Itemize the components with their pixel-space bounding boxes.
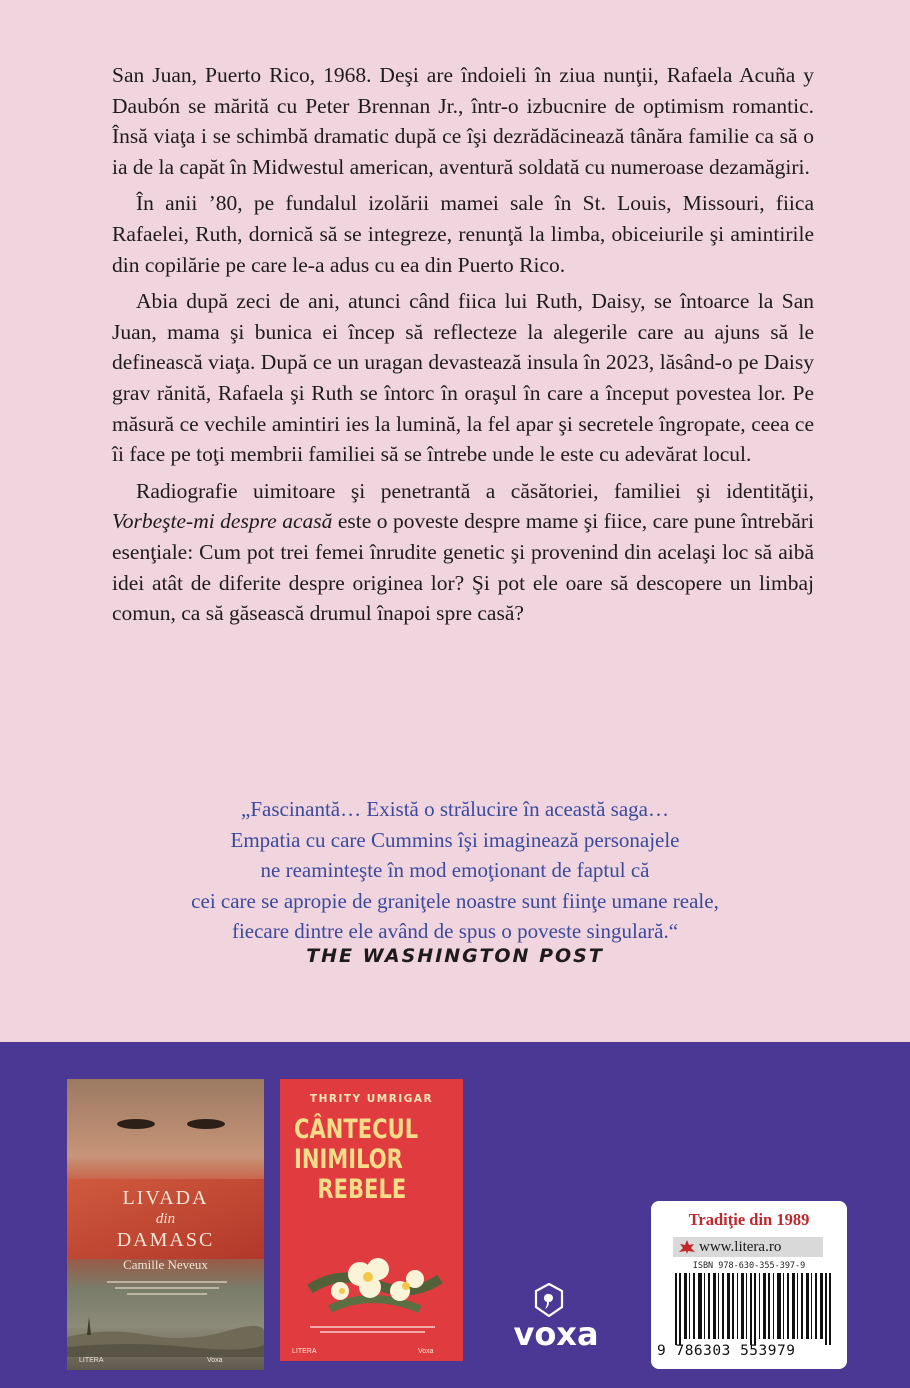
barcode-image (675, 1273, 831, 1345)
cover-title-line: CÂNTECUL (294, 1114, 419, 1145)
imprint-brand: Voxa (418, 1348, 434, 1355)
litera-leaf-icon (679, 1240, 695, 1254)
cover-small-print (97, 1279, 237, 1304)
website-label: www.litera.ro (699, 1239, 782, 1255)
blurb-paragraph-2: În anii ’80, pe fundalul izolării mamei sale în St. Louis, Missouri, fiica Rafaelei, Ruth, dornică să se integreze, renunţă la limba, obiceiurile şi amintirile din copilărie pe care le-a adus cu ea din Puerto Rico. (112, 191, 814, 277)
cover-title-line: din (155, 1211, 176, 1227)
cover-author: THRITY UMRIGAR (309, 1093, 434, 1105)
quote-line: ne reaminteşte în mod emoţionant de faptul că (260, 858, 650, 882)
cover-landscape-image (67, 1307, 264, 1357)
tradition-label: Tradiţie din 1989 (688, 1210, 810, 1229)
voxa-logo (500, 1283, 612, 1363)
cover-title (294, 1115, 427, 1205)
cover-small-print (300, 1324, 445, 1341)
review-quote (80, 794, 830, 947)
voxa-badge-icon (534, 1283, 564, 1317)
barcode-digits: 9 786303 553979 (657, 1343, 796, 1359)
voxa-wordmark: voxa (513, 1315, 599, 1353)
publisher-brand: LITERA (292, 1348, 317, 1355)
imprint-brand: Voxa (207, 1357, 223, 1364)
blurb-p4-start: Radiografie uimitoare şi penetrantă a căsătoriei, familiei şi identităţii, (136, 478, 814, 503)
book-blurb (112, 60, 814, 635)
quote-line: Empatia cu care Cummins îşi imaginează personajele (230, 827, 680, 852)
cover-title-line: LIVADA (122, 1187, 209, 1209)
quote-line: fiecare dintre ele având de spus o poveste singulară.“ (231, 919, 679, 943)
blurb-p4-end: este o poveste despre mame şi fiice, care pune întrebări esenţiale: Cum pot trei femei înrudite genetic şi provenind din acelaşi loc să aibă idei atât de diferite despre originea lor? Şi pot ele oare să descopere un limbaj comun, ca să găsească drumul înapoi spre casă? (112, 509, 814, 626)
quote-line: „Fascinantă… Există o strălucire în această saga… (241, 797, 669, 821)
cover-fine-print-lines (300, 1324, 445, 1338)
website-strip (673, 1237, 823, 1257)
blurb-paragraph-4 (112, 476, 814, 629)
quote-source: THE WASHINGTON POST (306, 945, 604, 967)
book-title-inline: Vorbeşte-mi despre acasă (112, 509, 333, 534)
cover-eye-left (117, 1119, 155, 1129)
cover-eye-right (187, 1119, 225, 1129)
cover-title-line: INIMILOR (294, 1144, 403, 1175)
quote-line: cei care se apropie de graniţele noastre sunt fiinţe umane reale, (191, 888, 719, 913)
blurb-paragraph-3: Abia după zeci de ani, atunci când fiica lui Ruth, Daisy, se întoarce la San Juan, mama şi bunica ei încep să reflecteze la alegerile care au ajuns să le definească viaţa. După ce un uragan devastează insula în 2023, lăsând-o pe Daisy grav rănită, Rafaela şi Ruth se întorc în oraşul în care a început povestea lor. Pe măsură ce vechile amintiri ies la lumină, la fel apar şi secretele îngropate, ceea ce îi face pe toţi membrii familiei să se întrebe unde le este cu adevărat locul. (112, 289, 814, 467)
cover-face-image (67, 1079, 264, 1189)
book-cover-livada[interactable] (67, 1079, 264, 1370)
book-cover-cantecul[interactable] (280, 1079, 463, 1361)
isbn-number: ISBN 978-630-355-397-9 (692, 1261, 806, 1271)
cover-title-line: REBELE (317, 1174, 407, 1205)
frangipani-flowers-image (300, 1229, 450, 1329)
blurb-paragraph-1: San Juan, Puerto Rico, 1968. Deşi are îndoieli în ziua nunţii, Rafaela Acuña y Daubón se mărită cu Peter Brennan Jr., într-o izbucnire de optimism romantic. Însă viaţa i se schimbă dramatic după ce îşi dezrădăcinează tânăra familie ca să o ia de la capăt în Midwestul american, aventură soldată cu numeroase dezamăgiri. (112, 63, 814, 179)
isbn-box (651, 1201, 847, 1369)
cover-title-line: DAMASC (116, 1229, 215, 1251)
cover-author: Camille Neveux (123, 1257, 208, 1272)
cover-fine-print-lines (97, 1279, 237, 1301)
publisher-brand: LITERA (79, 1357, 104, 1364)
